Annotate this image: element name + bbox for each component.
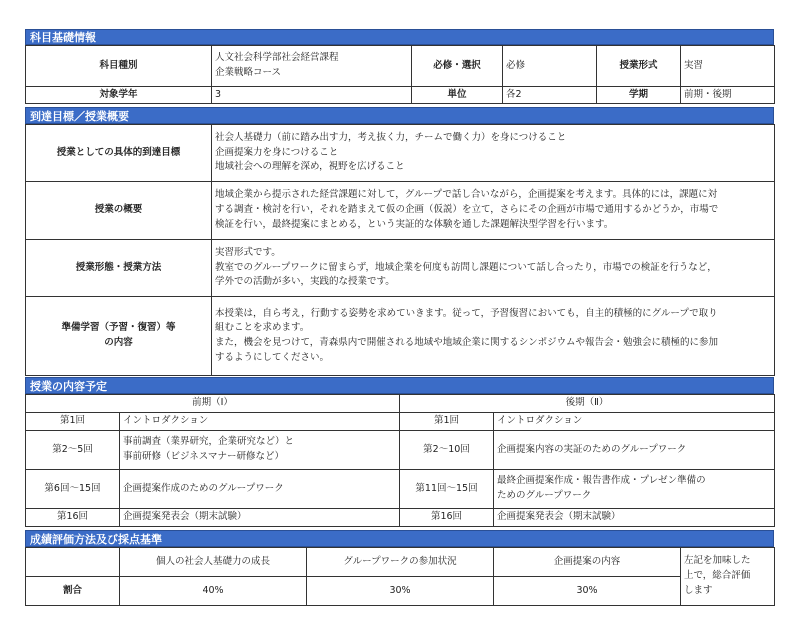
- section-header-basic: [25, 29, 774, 45]
- goal-line: 地域社会への理解を深め，視野を広げること: [215, 161, 405, 173]
- session-topic: [494, 470, 775, 509]
- course-type-line: 企業戦略コース: [215, 67, 282, 78]
- required-label: 必修・選択: [412, 46, 503, 87]
- evaluation-note-line: 上で，総合評価: [684, 570, 751, 582]
- course-type-label: 科目種別: [26, 46, 212, 87]
- overview-line: 検証を行い，最終提案にまとめる，という実証的な体験を通した課題解決型学習を行います。: [215, 218, 614, 230]
- method-line: 実習形式です。: [215, 246, 281, 258]
- empty-cell: [26, 548, 120, 577]
- overview-content: [212, 182, 775, 240]
- session-number: 第16回: [400, 509, 494, 527]
- criterion: 企画提案の内容: [494, 548, 681, 577]
- section-title: 科目基礎情報: [30, 31, 96, 44]
- goal-label: 授業としての具体的到達目標: [26, 125, 212, 182]
- session-topic-line: 企画提案作成のためのグループワーク: [123, 482, 284, 494]
- ratio-value: 30%: [307, 577, 494, 606]
- session-topic: [120, 470, 400, 509]
- section-title: 成績評価方法及び採点基準: [30, 532, 162, 546]
- section-header-goals: [25, 107, 774, 124]
- overview-line: する調査・検討を行い，それを踏まえて仮の企画（仮説）を立て，さらにその企画が市場で通用するかどうか，市場で: [215, 204, 719, 216]
- format-label: 授業形式: [597, 46, 681, 87]
- prep-label-line: の内容: [104, 337, 133, 348]
- session-topic: [494, 431, 775, 470]
- session-topic-line: イントロダクション: [497, 415, 583, 427]
- term-label: 学期: [597, 87, 681, 104]
- second-term-header: 後期（Ⅱ）: [400, 395, 775, 413]
- schedule-table: [25, 394, 775, 527]
- session-topic: [494, 413, 775, 431]
- evaluation-note: [681, 548, 775, 606]
- prep-label: [26, 297, 212, 376]
- evaluation-table: [25, 547, 775, 606]
- ratio-value: 30%: [494, 577, 681, 606]
- prep-line: 本授業は，自ら考え，行動する姿勢を求めていきます。従って，予習復習においても，自主的積極的にグループで取り: [215, 307, 718, 319]
- session-number: 第2～10回: [400, 431, 494, 470]
- session-topic: [494, 509, 775, 527]
- credits-value: 各2: [503, 87, 597, 104]
- evaluation-note-line: 左記を加味した: [684, 555, 751, 567]
- prep-line: 組むことを求めます。: [215, 322, 310, 334]
- prep-label-line: 準備学習（予習・復習）等: [61, 322, 176, 334]
- session-topic-line: 企画提案発表会（期末試験）: [123, 511, 247, 523]
- session-number: 第1回: [26, 413, 120, 431]
- session-topic-line: 企画提案内容の実証のためのグループワーク: [497, 443, 687, 455]
- goals-table: [25, 124, 775, 376]
- session-topic-line: 最終企画提案作成・報告書作成・プレゼン準備の: [497, 475, 706, 487]
- format-value: 実習: [681, 46, 775, 87]
- method-content: [212, 240, 775, 297]
- prep-line: するようにしてください。: [215, 351, 330, 363]
- section-header-schedule: [25, 377, 774, 394]
- ratio-label: 割合: [26, 577, 120, 606]
- first-term-header: 前期（Ⅰ）: [26, 395, 400, 413]
- method-line: 教室でのグループワークに留まらず，地域企業を何度も訪問し課題について話し合ったり，市場での検証を行うなど，: [215, 261, 717, 273]
- section-title: 授業の内容予定: [30, 379, 107, 393]
- goal-line: 企画提案力を身につけること: [215, 146, 339, 158]
- goal-line: 社会人基礎力（前に踏み出す力，考え抜く力，チームで働く力）を身につけること: [215, 131, 567, 143]
- method-label: 授業形態・授業方法: [26, 240, 212, 297]
- year-value: 3: [212, 87, 412, 104]
- overview-line: 地域企業から提示された経営課題に対して，グループで話し合いながら，企画提案を考えます。具体的には，課題に対: [215, 189, 718, 201]
- session-topic: [120, 509, 400, 527]
- overview-label: 授業の概要: [26, 182, 212, 240]
- goal-content: [212, 125, 775, 182]
- session-topic: [120, 431, 400, 470]
- year-label: 対象学年: [26, 87, 212, 104]
- term-value: 前期・後期: [681, 87, 775, 104]
- session-number: 第16回: [26, 509, 120, 527]
- session-topic-line: 企画提案発表会（期末試験）: [497, 511, 621, 523]
- evaluation-note-line: します: [684, 584, 713, 596]
- session-number: 第11回～15回: [400, 470, 494, 509]
- session-number: 第6回～15回: [26, 470, 120, 509]
- method-line: 学外での活動が多い，実践的な授業です。: [215, 276, 395, 288]
- credits-label: 単位: [412, 87, 503, 104]
- session-topic-line: 事前調査（業界研究，企業研究など）と: [123, 436, 295, 448]
- session-topic: [120, 413, 400, 431]
- prep-content: [212, 297, 775, 376]
- course-type-line: 人文社会科学部社会経営課程: [215, 52, 339, 64]
- session-topic-line: ためのグループワーク: [497, 490, 592, 501]
- required-value: 必修: [503, 46, 597, 87]
- criterion: グループワークの参加状況: [307, 548, 494, 577]
- section-header-evaluation: [25, 530, 774, 547]
- ratio-value: 40%: [120, 577, 307, 606]
- course-type-value: [212, 46, 412, 87]
- session-number: 第2～5回: [26, 431, 120, 470]
- session-topic-line: 事前研修（ビジネスマナー研修など）: [123, 451, 285, 462]
- basic-info-table: [25, 45, 775, 104]
- section-title: 到達目標／授業概要: [30, 109, 129, 123]
- session-topic-line: イントロダクション: [123, 415, 209, 427]
- session-number: 第1回: [400, 413, 494, 431]
- prep-line: また，機会を見つけて，青森県内で開催される地域や地域企業に関するシンポジウムや報告会・勉強会に積極的に参加: [215, 337, 718, 348]
- criterion: 個人の社会人基礎力の成長: [120, 548, 307, 577]
